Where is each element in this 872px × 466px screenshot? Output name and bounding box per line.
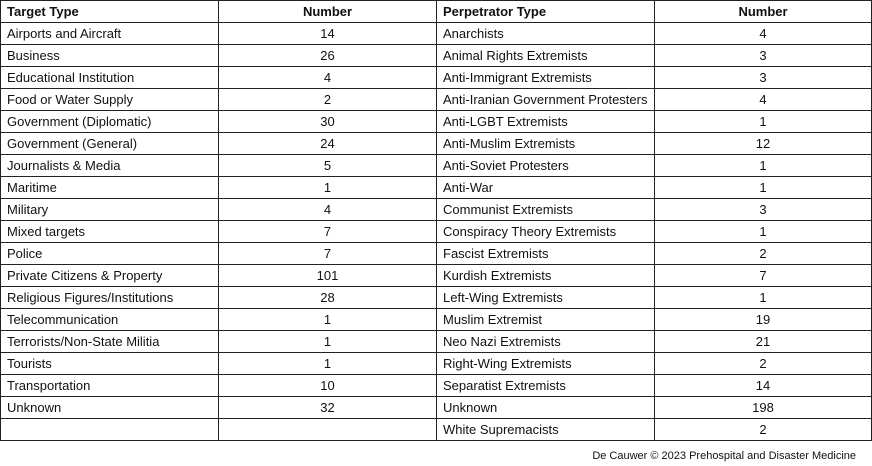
cell-target-type: Journalists & Media: [1, 155, 219, 177]
cell-target-number: 7: [219, 243, 437, 265]
cell-target-type: Government (General): [1, 133, 219, 155]
cell-target-type: Business: [1, 45, 219, 67]
cell-target-type: Police: [1, 243, 219, 265]
table-row: [1, 177, 872, 199]
cell-target-type: Government (Diplomatic): [1, 111, 219, 133]
cell-target-type: [1, 419, 219, 441]
cell-perpetrator-number: 12: [655, 133, 872, 155]
cell-perpetrator-type: Kurdish Extremists: [437, 265, 655, 287]
table-row: [1, 375, 872, 397]
cell-perpetrator-type: Anarchists: [437, 23, 655, 45]
cell-perpetrator-type: Muslim Extremist: [437, 309, 655, 331]
cell-target-number: 1: [219, 353, 437, 375]
cell-target-type: Terrorists/Non-State Militia: [1, 331, 219, 353]
cell-target-type: Religious Figures/Institutions: [1, 287, 219, 309]
cell-target-number: [219, 419, 437, 441]
cell-perpetrator-number: 14: [655, 375, 872, 397]
cell-target-number: 24: [219, 133, 437, 155]
table-row: [1, 111, 872, 133]
cell-target-type: Food or Water Supply: [1, 89, 219, 111]
cell-target-number: 14: [219, 23, 437, 45]
cell-perpetrator-type: Conspiracy Theory Extremists: [437, 221, 655, 243]
cell-perpetrator-number: 19: [655, 309, 872, 331]
cell-perpetrator-number: 3: [655, 67, 872, 89]
cell-perpetrator-number: 1: [655, 287, 872, 309]
cell-perpetrator-number: 2: [655, 419, 872, 441]
cell-perpetrator-type: Anti-Iranian Government Protesters: [437, 89, 655, 111]
cell-perpetrator-number: 1: [655, 155, 872, 177]
cell-target-type: Maritime: [1, 177, 219, 199]
cell-perpetrator-number: 1: [655, 177, 872, 199]
cell-perpetrator-type: Anti-Muslim Extremists: [437, 133, 655, 155]
header-target-type: Target Type: [1, 1, 219, 23]
table-row: [1, 397, 872, 419]
cell-target-type: Telecommunication: [1, 309, 219, 331]
table-row: [1, 221, 872, 243]
cell-target-number: 28: [219, 287, 437, 309]
table-body: [1, 23, 872, 441]
cell-perpetrator-number: 2: [655, 243, 872, 265]
table-row: [1, 23, 872, 45]
cell-perpetrator-type: Anti-LGBT Extremists: [437, 111, 655, 133]
table-row: [1, 419, 872, 441]
cell-target-type: Private Citizens & Property: [1, 265, 219, 287]
cell-perpetrator-number: 7: [655, 265, 872, 287]
table-row: [1, 89, 872, 111]
cell-target-type: Airports and Aircraft: [1, 23, 219, 45]
header-number-1: Number: [219, 1, 437, 23]
cell-perpetrator-type: Anti-War: [437, 177, 655, 199]
cell-target-number: 30: [219, 111, 437, 133]
cell-perpetrator-number: 3: [655, 199, 872, 221]
cell-perpetrator-type: Anti-Immigrant Extremists: [437, 67, 655, 89]
cell-target-number: 101: [219, 265, 437, 287]
cell-target-number: 5: [219, 155, 437, 177]
cell-perpetrator-number: 4: [655, 89, 872, 111]
cell-perpetrator-type: White Supremacists: [437, 419, 655, 441]
credit-line: De Cauwer © 2023 Prehospital and Disaster Medicine: [592, 450, 856, 462]
cell-target-type: Tourists: [1, 353, 219, 375]
cell-target-type: Unknown: [1, 397, 219, 419]
cell-perpetrator-type: Neo Nazi Extremists: [437, 331, 655, 353]
cell-target-type: Transportation: [1, 375, 219, 397]
cell-target-number: 2: [219, 89, 437, 111]
cell-target-number: 32: [219, 397, 437, 419]
table-row: [1, 133, 872, 155]
cell-perpetrator-number: 1: [655, 111, 872, 133]
cell-perpetrator-type: Animal Rights Extremists: [437, 45, 655, 67]
header-perpetrator-type: Perpetrator Type: [437, 1, 655, 23]
table-row: [1, 199, 872, 221]
table-row: [1, 67, 872, 89]
table-row: [1, 287, 872, 309]
cell-perpetrator-number: 4: [655, 23, 872, 45]
cell-perpetrator-type: Anti-Soviet Protesters: [437, 155, 655, 177]
cell-target-type: Educational Institution: [1, 67, 219, 89]
cell-perpetrator-type: Communist Extremists: [437, 199, 655, 221]
cell-perpetrator-type: Separatist Extremists: [437, 375, 655, 397]
header-number-2: Number: [655, 1, 872, 23]
header-row: [1, 1, 872, 23]
table-row: [1, 45, 872, 67]
cell-perpetrator-number: 198: [655, 397, 872, 419]
cell-target-number: 1: [219, 331, 437, 353]
table-row: [1, 309, 872, 331]
cell-target-number: 7: [219, 221, 437, 243]
cell-perpetrator-number: 21: [655, 331, 872, 353]
cell-target-number: 26: [219, 45, 437, 67]
table-row: [1, 331, 872, 353]
cell-target-type: Mixed targets: [1, 221, 219, 243]
cell-perpetrator-number: 3: [655, 45, 872, 67]
cell-target-number: 10: [219, 375, 437, 397]
cell-target-type: Military: [1, 199, 219, 221]
cell-perpetrator-number: 2: [655, 353, 872, 375]
table-row: [1, 353, 872, 375]
table-row: [1, 265, 872, 287]
table-row: [1, 243, 872, 265]
cell-target-number: 1: [219, 309, 437, 331]
cell-perpetrator-type: Right-Wing Extremists: [437, 353, 655, 375]
cell-perpetrator-type: Left-Wing Extremists: [437, 287, 655, 309]
cell-perpetrator-type: Unknown: [437, 397, 655, 419]
cell-perpetrator-number: 1: [655, 221, 872, 243]
table-row: [1, 155, 872, 177]
cell-target-number: 4: [219, 67, 437, 89]
cell-target-number: 4: [219, 199, 437, 221]
cell-perpetrator-type: Fascist Extremists: [437, 243, 655, 265]
cell-target-number: 1: [219, 177, 437, 199]
